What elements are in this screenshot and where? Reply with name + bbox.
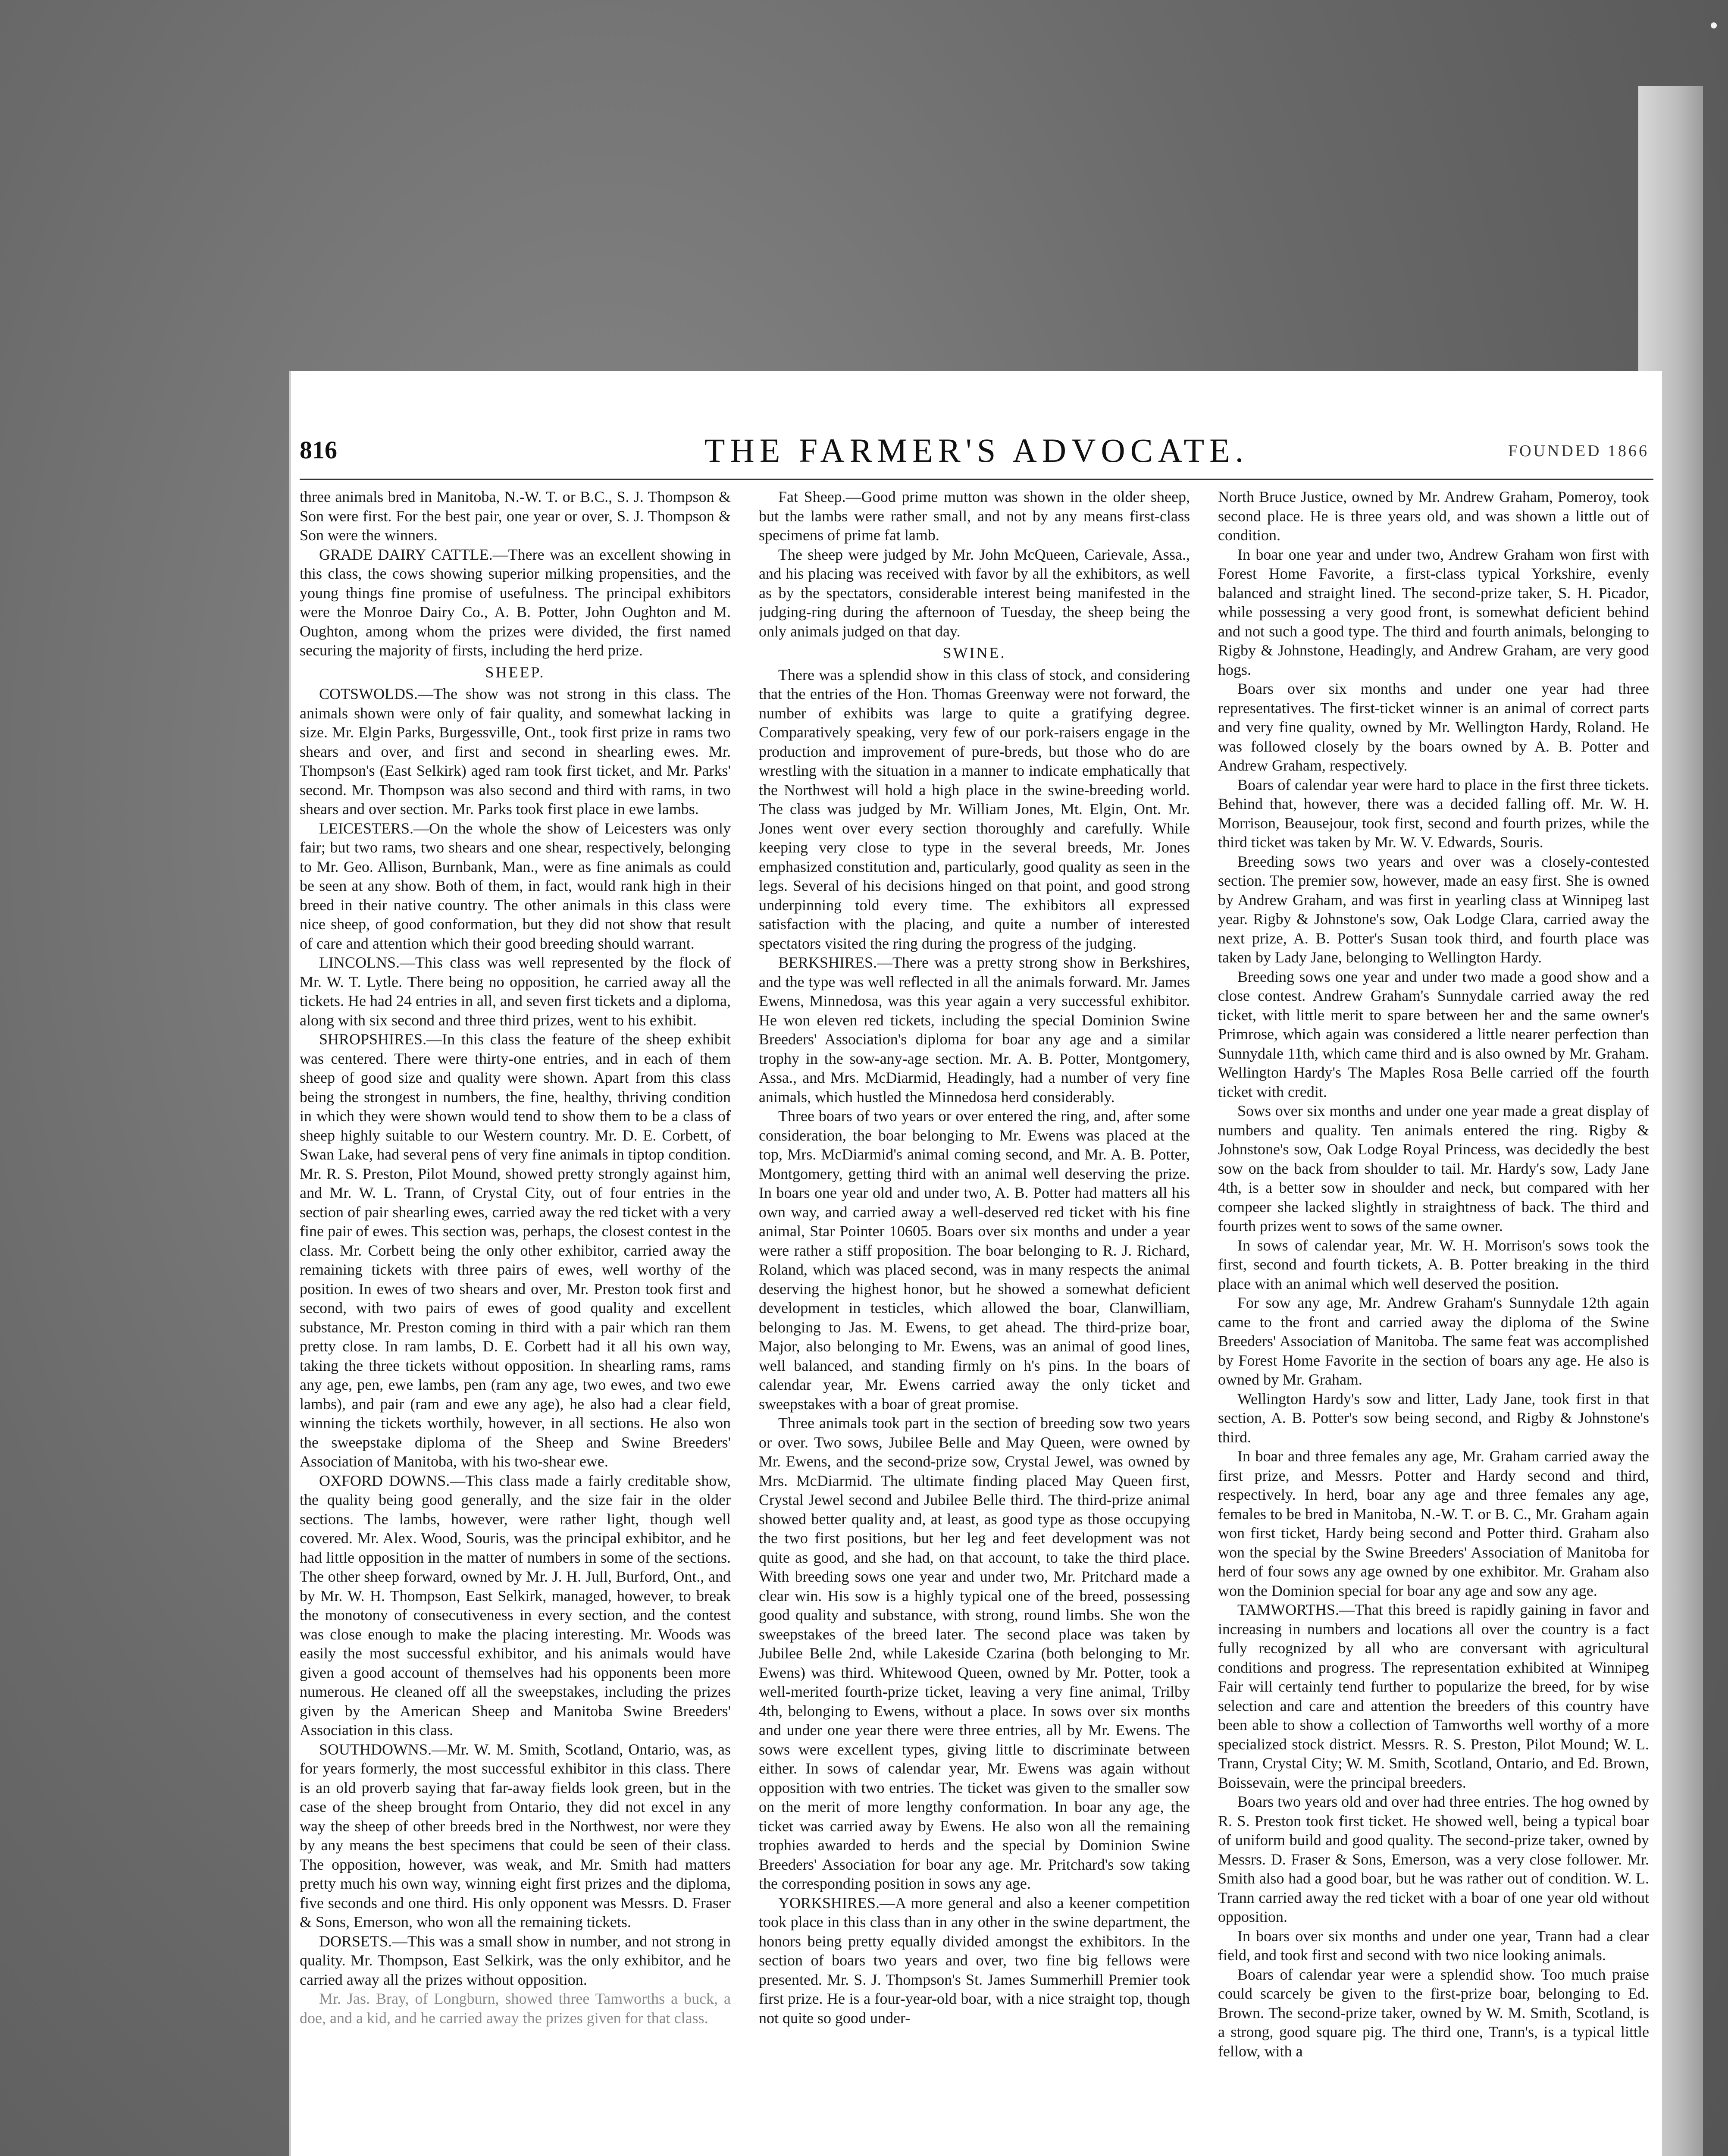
- paragraph: OXFORD DOWNS.—This class made a fairly creditable show, the quality being good generally, and the size fair in the older sections. The lambs, however, were rather light, though well covered. Mr. Alex. Wood, Souris, was the principal exhibitor, and he had little opposition in the matter of numbers in some of the sections. The other sheep forward, owned by Mr. J. H. Jull, Burford, Ont., and by Mr. W. H. Thompson, East Selkirk, managed, however, to break the monotony of consecutiveness in every section, and the contest was close enough to make the placing interesting. Mr. Woods was easily the most successful exhibitor, and his animals would have given a good account of themselves had his opponents been more numerous. He cleaned off all the sweepstakes, including the prizes given by the American Sheep and Manitoba Swine Breeders' Association in this class.: [300, 1472, 731, 1739]
- newspaper-page: [291, 371, 1662, 2156]
- page-number: 816: [300, 436, 337, 464]
- paragraph: Sows over six months and under one year made a great display of numbers and quality. Ten animals entered the ring. Rigby & Johnstone's sow, Oak Lodge Royal Princess, was decidedly the best sow on the back from shoulder to tail. Mr. Hardy's sow, Lady Jane 4th, is a better sow in shoulder and neck, but compared with her compeer she lacked slightly in straightness of back. The third and fourth prizes went to sows of the same owner.: [1218, 1102, 1649, 1235]
- text-column-1: [300, 487, 731, 2156]
- paragraph: Wellington Hardy's sow and litter, Lady Jane, took first in that section, A. B. Potter's sow being second, and Rigby & Johnstone's third.: [1218, 1390, 1649, 1446]
- section-heading: SHEEP.: [485, 663, 545, 681]
- text-column-3: [1218, 487, 1649, 2156]
- paragraph: North Bruce Justice, owned by Mr. Andrew Graham, Pomeroy, took second place. He is three years old, and was shown a little out of condition.: [1218, 488, 1649, 544]
- paragraph: TAMWORTHS.—That this breed is rapidly gaining in favor and increasing in numbers and locations all over the country is a fact fully recognized by all who are conversant with agricultural conditions and progress. The representation exhibited at Winnipeg Fair will certainly tend further to popularize the breed, for by wise selection and care and attention the breeders of this country have been able to show a collection of Tamworths well worthy of a more specialized stock district. Messrs. R. S. Preston, Pilot Mound; W. L. Trann, Crystal City; W. M. Smith, Scotland, Ontario, and Ed. Brown, Boissevain, were the principal breeders.: [1218, 1601, 1649, 1791]
- paragraph: Three animals took part in the section of breeding sow two years or over. Two sows, Jubilee Belle and May Queen, were owned by Mr. Ewens, and the second-prize sow, Crystal Jewel, was owned by Mrs. McDiarmid. The ultimate finding placed May Queen first, Crystal Jewel second and Jubilee Belle third. The third-prize animal showed better quality and, at least, as good type as those occupying the two first positions, but her leg and feet development was not quite as good, and she had, on that account, to take the third place. With breeding sows one year and under two, Mr. Pritchard made a clear win. His sow is a highly typical one of the breed, possessing good quality and substance, with strong, round limbs. She won the sweepstakes of the breed later. The second place was taken by Jubilee Belle 2nd, while Lakeside Czarina (both belonging to Mr. Ewens) was third. Whitewood Queen, owned by Mr. Potter, took a well-merited fourth-prize ticket, leaving a very fine animal, Trilby 4th, belonging to Ewens, without a place. In sows over six months and under one year there were three entries, all by Mr. Ewens. The sows were excellent types, giving little to discriminate between either. In sows of calendar year, Mr. Ewens was again without opposition with two entries. The ticket was given to the smaller sow on the merit of more lengthy conformation. In boar any age, the ticket was carried away by Ewens. He also won all the remaining trophies awarded to herds and the special by Dominion Swine Breeders' Association for boar any age. Mr. Pritchard's sow taking the corresponding position in sows any age.: [759, 1414, 1190, 1892]
- paragraph: Boars of calendar year were a splendid show. Too much praise could scarcely be given to the first-prize boar, belonging to Ed. Brown. The second-prize taker, owned by W. M. Smith, Scotland, is a strong, good square pig. The third one, Trann's, is a typical little fellow, with a: [1218, 1965, 1649, 2060]
- paragraph: COTSWOLDS.—The show was not strong in this class. The animals shown were only of fair quality, and somewhat lacking in size. Mr. Elgin Parks, Burgessville, Ont., took first prize in rams two shears and over, and first and second in shearling ewes. Mr. Thompson's (East Selkirk) aged ram took first ticket, and Mr. Parks' second. Mr. Thompson was also second and third with rams, in two shears and over section. Mr. Parks took first place in ewe lambs.: [300, 685, 731, 818]
- paragraph: In sows of calendar year, Mr. W. H. Morrison's sows took the first, second and fourth tickets, A. B. Potter breaking in the third place with an animal which well deserved the position.: [1218, 1236, 1649, 1292]
- paragraph: In boar one year and under two, Andrew Graham won first with Forest Home Favorite, a first-class typical Yorkshire, evenly balanced and straight lined. The second-prize taker, S. H. Picador, while possessing a very good front, is somewhat deficient behind and not such a good type. The third and fourth animals, belonging to Rigby & Johnstone, Headingly, and Andrew Graham, are very good hogs.: [1218, 545, 1649, 678]
- paragraph: Boars over six months and under one year had three representatives. The first-ticket winner is an animal of correct parts and very fine quality, owned by Mr. Wellington Hardy, Roland. He was followed closely by the boars owned by A. B. Potter and Andrew Graham, respectively.: [1218, 680, 1649, 774]
- article-columns: [300, 487, 1653, 2156]
- page-header: [291, 432, 1662, 483]
- paragraph: SOUTHDOWNS.—Mr. W. M. Smith, Scotland, Ontario, was, as for years formerly, the most successful exhibitor in this class. There is an old proverb saying that far-away fields look green, but in the case of the sheep brought from Ontario, they did not excel in any way the sheep of other breeds bred in the Northwest, nor were they by any means the best specimens that could be seen of their class. The opposition, however, was weak, and Mr. Smith had matters pretty much his own way, winning eight first prizes and the diploma, five seconds and one third. His only opponent was Messrs. D. Fraser & Sons, Emerson, who won all the remaining tickets.: [300, 1740, 731, 1930]
- paragraph: YORKSHIRES.—A more general and also a keener competition took place in this class than in any other in the swine department, the honors being pretty equally divided amongst the exhibitors. In the section of boars two years and over, two fine big fellows were presented. Mr. S. J. Thompson's St. James Summerhill Premier took first prize. He is a four-year-old boar, with a nice straight top, though not quite so good under-: [759, 1894, 1190, 2027]
- paragraph: DORSETS.—This was a small show in number, and not strong in quality. Mr. Thompson, East Selkirk, was the only exhibitor, and he carried away all the prizes without opposition.: [300, 1932, 731, 1988]
- journal-title: THE FARMER'S ADVOCATE.: [704, 432, 1249, 469]
- paragraph: Boars of calendar year were hard to place in the first three tickets. Behind that, however, there was a decided falling off. Mr. W. H. Morrison, Beausejour, took first, second and fourth prizes, while the third ticket was taken by Mr. W. V. Edwards, Souris.: [1218, 776, 1649, 851]
- paragraph: LEICESTERS.—On the whole the show of Leicesters was only fair; but two rams, two shears and one shear, respectively, belonging to Mr. Geo. Allison, Burnbank, Man., were as fine animals as could be seen at any show. Both of them, in fact, would rank high in their breed in their native country. The other animals in this class were nice sheep, of good conformation, but they did not show that result of care and attention which their good breeding should warrant.: [300, 819, 731, 952]
- paragraph: Breeding sows one year and under two made a good show and a close contest. Andrew Graham's Sunnydale carried away the red ticket, with little merit to spare between her and the same owner's Primrose, which again was considered a little nearer perfection than Sunnydale 11th, which came third and is also owned by Mr. Graham. Wellington Hardy's The Maples Rosa Belle carried off the fourth ticket with credit.: [1218, 968, 1649, 1100]
- founded-note: FOUNDED 1866: [1508, 442, 1649, 460]
- paragraph: In boar and three females any age, Mr. Graham carried away the first prize, and Messrs. Potter and Hardy second and third, respectively. In herd, boar any age and three females any age, females to be bred in Manitoba, N.-W. T. or B. C., Mr. Graham again won first ticket, Hardy being second and Potter third. Graham also won the special by the Swine Breeders' Association of Manitoba for herd of four sows any age owned by one exhibitor. Mr. Graham also won the Dominion special for boar any age and sow any age.: [1218, 1448, 1649, 1599]
- paragraph: LINCOLNS.—This class was well represented by the flock of Mr. W. T. Lytle. There being no opposition, he carried away all the tickets. He had 24 entries in all, and seven first tickets and a diploma, along with six second and three third prizes, went to his exhibit.: [300, 954, 731, 1029]
- paragraph: BERKSHIRES.—There was a pretty strong show in Berkshires, and the type was well reflected in all the animals forward. Mr. James Ewens, Minnedosa, was this year again a very successful exhibitor. He won eleven red tickets, including the special Dominion Swine Breeders' Association's diploma for boar any age and a similar trophy in the sow-any-age section. Mr. A. B. Potter, Montgomery, Assa., and Mrs. McDiarmid, Headingly, had a number of very fine animals, which hustled the Minnedosa herd considerably.: [759, 954, 1190, 1106]
- paragraph: Three boars of two years or over entered the ring, and, after some consideration, the boar belonging to Mr. Ewens was placed at the top, Mrs. McDiarmid's animal coming second, and Mr. A. B. Potter, Montgomery, getting third with an animal well deserving the prize. In boars one year old and under two, A. B. Potter had matters all his own way, and carried away a well-deserved red ticket with his fine animal, Star Pointer 10605. Boars over six months and under a year were rather a stiff proposition. The boar belonging to R. J. Richard, Roland, which was placed second, was in many respects the animal deserving the highest honor, but he showed a somewhat deficient development in testicles, which allowed the boar, Clanwilliam, belonging to Jas. M. Ewens, to get ahead. The third-prize boar, Major, also belonging to Mr. Ewens, was an animal of good lines, well balanced, and standing firmly on h's pins. In the boars of calendar year, Mr. Ewens carried away the only ticket and sweepstakes with a boar of great promise.: [759, 1107, 1190, 1413]
- paragraph: Mr. Jas. Bray, of Longburn, showed three Tamworths a buck, a doe, and a kid, and he carried away the prizes given for that class.: [300, 1990, 731, 2027]
- paragraph: There was a splendid show in this class of stock, and considering that the entries of the Hon. Thomas Greenway were not forward, the number of exhibits was large to quite a gratifying degree. Comparatively speaking, very few of our pork-raisers engage in the production and improvement of pure-breds, but those who do are wrestling with the situation in a manner to indicate emphatically that the Northwest will hold a high place in the swine-breeding world. The class was judged by Mr. William Jones, Mt. Elgin, Ont. Mr. Jones went over every section thoroughly and carefully. While keeping very close to type in the several breeds, Mr. Jones emphasized constitution and, particularly, good quality as seen in the legs. Several of his decisions hinged on that point, and good strong underpinning told every time. The exhibitors all expressed satisfaction with the placing, and quite a number of interested spectators visited the ring during the progress of the judging.: [759, 666, 1190, 952]
- paragraph: SHROPSHIRES.—In this class the feature of the sheep exhibit was centered. There were thirty-one entries, and in each of them sheep of good size and quality were shown. Apart from this class being the strongest in numbers, the fine, healthy, thriving condition in which they were shown would tend to show them to be a class of sheep highly suitable to our Western country. Mr. D. E. Corbett, of Swan Lake, had several pens of very fine animals in tiptop condition. Mr. R. S. Preston, Pilot Mound, showed pretty strongly against him, and Mr. W. L. Trann, of Crystal City, out of four entries in the section of pair shearling ewes, carried away the red ticket with a very fine pair of ewes. This section was, perhaps, the closest contest in the class. Mr. Corbett being the only other exhibitor, carried away the remaining tickets with three pairs of ewes, well worthy of the position. In ewes of two shears and over, Mr. Preston took first and second, with two pairs of ewes of good quality and excellent substance, Mr. Preston coming in third with a pair which ran them pretty close. In ram lambs, D. E. Corbett had it all his own way, taking the three tickets without opposition. In shearling rams, rams any age, pen, ewe lambs, pen (ram any age, two ewes, and two ewe lambs), and pair (ram and ewe any age), he also had a clear field, winning the tickets worthily, however, in all sections. He also won the sweepstake diploma of the Sheep and Swine Breeders' Association of Manitoba, with his two-shear ewe.: [300, 1031, 731, 1470]
- paragraph: Boars two years old and over had three entries. The hog owned by R. S. Preston took first ticket. He showed well, being a typical boar of uniform build and good quality. The second-prize taker, owned by Messrs. D. Fraser & Sons, Emerson, was a very close follower. Mr. Smith also had a good boar, but he was rather out of condition. W. L. Trann carried away the red ticket with a boar of one year old without opposition.: [1218, 1793, 1649, 1925]
- paragraph: three animals bred in Manitoba, N.-W. T. or B.C., S. J. Thompson & Son were first. For the best pair, one year or over, S. J. Thompson & Son were the winners.: [300, 488, 731, 544]
- header-rule: [300, 479, 1653, 480]
- paragraph: Fat Sheep.—Good prime mutton was shown in the older sheep, but the lambs were rather small, and not by any means first-class specimens of prime fat lamb.: [759, 488, 1190, 544]
- text-column-2: [759, 487, 1190, 2156]
- scan-speck: [1711, 22, 1717, 28]
- paragraph: For sow any age, Mr. Andrew Graham's Sunnydale 12th again came to the front and carried away the diploma of the Swine Breeders' Association of Manitoba. The same feat was accomplished by Forest Home Favorite in the section of boars any age. He also is owned by Mr. Graham.: [1218, 1294, 1649, 1388]
- paragraph: The sheep were judged by Mr. John McQueen, Carievale, Assa., and his placing was received with favor by all the exhibitors, as well as by the spectators, considerable interest being manifested in the judging-ring during the afternoon of Tuesday, the sheep being the only animals judged on that day.: [759, 545, 1190, 640]
- paragraph: In boars over six months and under one year, Trann had a clear field, and took first and second with two nice looking animals.: [1218, 1927, 1649, 1964]
- section-heading: SWINE.: [942, 644, 1006, 661]
- paragraph: Breeding sows two years and over was a closely-contested section. The premier sow, however, made an easy first. She is owned by Andrew Graham, and was first in yearling class at Winnipeg last year. Rigby & Johnstone's sow, Oak Lodge Clara, carried away the next prize, A. B. Potter's Susan took third, and fourth place was taken by Lady Jane, belonging to Wellington Hardy.: [1218, 852, 1649, 966]
- paragraph: GRADE DAIRY CATTLE.—There was an excellent showing in this class, the cows showing superior milking propensities, and the young things fine promise of usefulness. The principal exhibitors were the Monroe Dairy Co., A. B. Potter, John Oughton and M. Oughton, among whom the prizes were divided, the first named securing the majority of firsts, including the herd prize.: [300, 545, 731, 659]
